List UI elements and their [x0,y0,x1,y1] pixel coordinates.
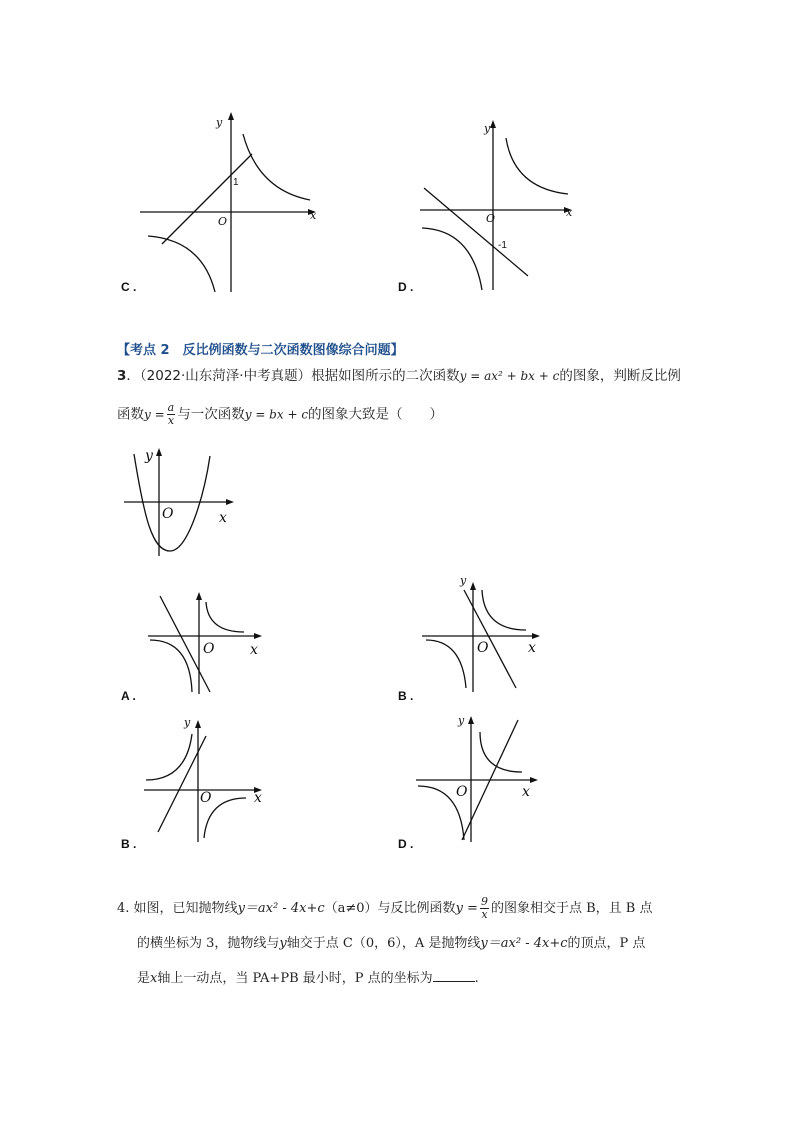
graph-option-b [420,574,550,694]
y-axis-arrow [228,112,234,120]
y-axis-ref: y [279,936,287,951]
x-axis-label: x [250,642,258,658]
x-axis-label: x [566,206,573,219]
hyperbola-upper-branch [482,590,526,630]
hyperbola-lower-branch [150,640,192,692]
question-3-line-2 [117,402,443,427]
question-4-text-b: （a≠0）与反比例函数 [324,901,456,916]
question-4-line-1 [117,896,652,921]
origin-label: O [456,784,468,800]
parabola-equation-1: y＝ax² - 4x+c [237,901,325,916]
question-4-line-3-a: 是 [137,971,151,986]
question-3-line-2-mid: 与一次函数 [177,406,245,423]
y-axis-arrow [470,582,476,590]
y-axis-arrow [490,120,496,128]
fraction-a-over-x [167,402,176,427]
question-3-text-end: 的图象，判断反比例 [559,368,681,384]
question-3-source: ．（2022·山东菏泽·中考真题）根据如图所示的二次函数 [126,368,460,384]
question-4-line-2-c: 的顶点，P 点 [567,936,646,951]
linear-graph-line [158,736,206,832]
graph-option-d-top [416,118,586,294]
parabola-figure [122,446,240,558]
x-axis-label: x [219,510,227,526]
question-3-line-1 [117,366,681,386]
x-axis-arrow [532,633,540,639]
y-axis-arrow [195,720,201,728]
hyperbola-upper-branch [480,732,522,772]
graph-option-d [414,710,548,844]
option-label-c-top[interactable]: C . [121,280,137,294]
fraction-9-over-x [480,896,489,921]
linear-graph-line [424,188,528,276]
question-3-line-2-start: 函数 [117,406,144,423]
hyperbola-lower-branch [148,236,215,292]
hyperbola-upper-branch [506,138,568,194]
linear-graph-line [162,154,252,244]
linear-equation: y = bx + c [244,407,309,422]
graph-option-a [146,592,270,696]
linear-graph-line [464,590,516,688]
x-axis-arrow [254,633,262,639]
option-label-c[interactable]: B . [121,837,137,851]
quadratic-equation: y = ax² + bx + c [459,369,560,383]
fraction-denominator: x [167,414,175,427]
y-axis-arrow [468,716,474,724]
y-axis-label: y [458,714,465,727]
reciprocal-y-q4: y = [455,901,478,916]
x-axis-label: x [528,640,536,656]
question-4-line-2-b: 轴交于点 C（0，6），A 是抛物线 [286,936,481,951]
question-4-line-2 [137,934,645,954]
x-axis-label: x [310,209,317,222]
fraction-numerator: a [167,401,175,414]
hyperbola-upper-branch [243,134,310,200]
y-axis-arrow [156,448,162,456]
question-4-text-a: 如图，已知抛物线 [133,901,238,916]
hyperbola-lower-branch [422,228,482,290]
origin-label: O [203,641,215,657]
option-label-b[interactable]: B . [398,689,414,703]
option-label-d[interactable]: D . [398,837,414,851]
y-axis-label: y [184,716,191,729]
fraction-denominator: x [481,908,488,921]
parabola-equation-2: y＝ax² - 4x+c [480,936,568,951]
question-3-line-2-end: 的图象大致是（ ） [308,406,444,423]
question-4-line-2-a: 的横坐标为 3，抛物线与 [137,936,280,951]
hyperbola-lower-branch [426,640,466,688]
origin-label: O [218,215,228,228]
hyperbola-upper-branch [206,602,244,632]
hyperbola-upper-branch [146,734,192,780]
origin-label: O [477,640,489,656]
origin-label: O [162,506,174,522]
tick-label-one: 1 [233,177,239,188]
origin-label: O [200,790,212,806]
question-4-number: 4. [117,901,130,916]
y-axis-label: y [216,116,223,129]
y-axis-label: y [145,448,153,464]
x-axis-arrow [226,499,234,505]
origin-label: O [486,212,496,225]
fraction-numerator: 9 [480,895,488,908]
y-axis-arrow [196,592,202,600]
graph-option-c [142,714,272,844]
x-axis-label: x [254,790,262,806]
reciprocal-y: y = [144,407,165,422]
answer-blank[interactable] [433,967,475,982]
question-3-number: 3 [117,368,127,384]
question-4-line-3 [137,967,479,989]
option-label-a[interactable]: A . [121,689,136,703]
question-4-line-3-end: . [474,971,479,986]
section-title: 【考点 2 反比例函数与二次函数图像综合问题】 [117,343,404,358]
x-axis-ref: x [150,971,158,986]
question-4-line-3-b: 轴上一动点，当 PA+PB 最小时，P 点的坐标为 [157,971,433,986]
x-axis-label: x [522,784,530,800]
graph-option-c-top [138,112,328,294]
y-axis-label: y [460,574,467,587]
y-axis-label: y [484,122,491,135]
x-axis-arrow [530,777,538,783]
question-4-text-c: 的图象相交于点 B，且 B 点 [490,901,653,916]
option-label-d-top[interactable]: D . [398,280,414,294]
tick-label-minus-one: -1 [498,240,507,251]
